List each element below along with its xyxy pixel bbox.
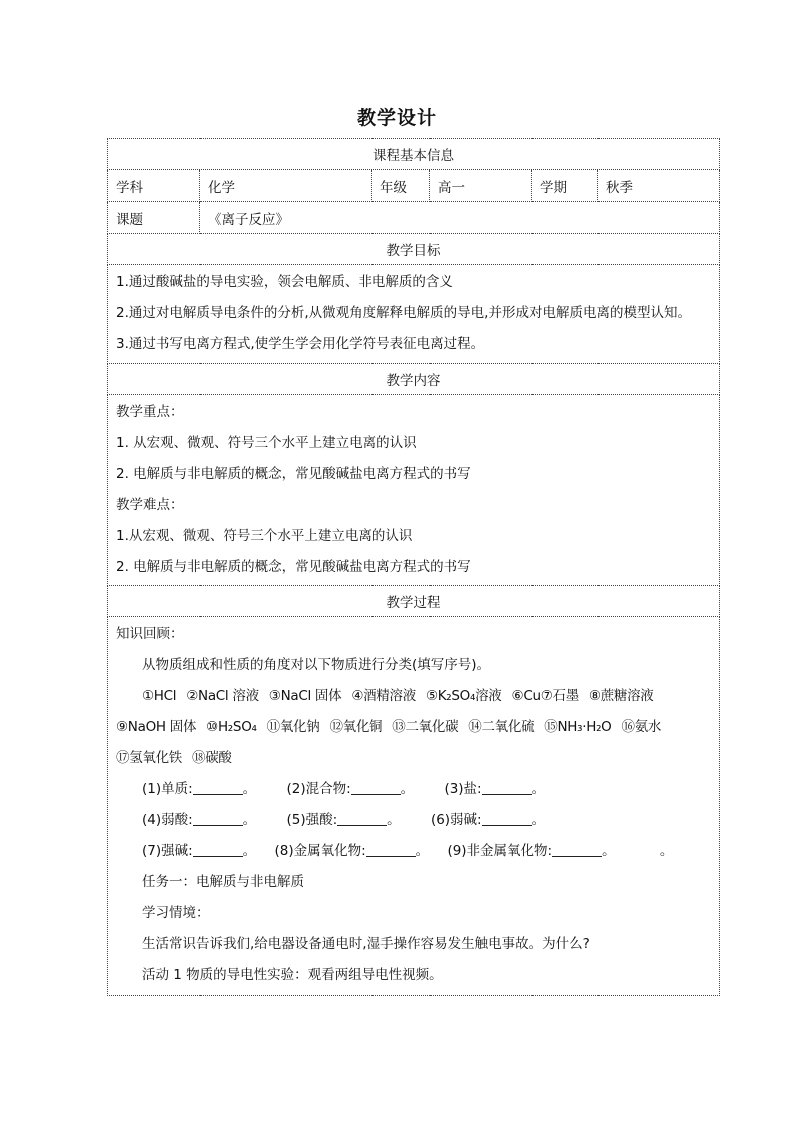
substance-list-line-2 [116, 712, 711, 743]
document-title: 教学设计 [356, 107, 437, 129]
blank-label: (3)盐: [444, 781, 482, 797]
situation-label: 学习情境： [142, 905, 210, 921]
content-body [108, 395, 720, 586]
difficult-points-label: 教学难点： [116, 497, 184, 513]
period: 。 [242, 843, 257, 859]
period: 。 [531, 781, 546, 797]
blank-label: (1)单质: [142, 781, 193, 797]
goal-item: 1.通过酸碱盐的导电实验，领会电解质、非电解质的含义 [116, 274, 453, 290]
task-1-heading: 任务一：电解质与非电解质 [142, 874, 304, 890]
answer-blank [482, 780, 532, 795]
key-point-item: 1. 从宏观、微观、符号三个水平上建立电离的认识 [116, 435, 417, 451]
process-header: 教学过程 [108, 586, 720, 617]
key-point-item: 2. 电解质与非电解质的概念，常见酸碱盐电离方程式的书写 [116, 466, 471, 482]
substance-item: ⑤K₂SO₄溶液 [425, 688, 502, 704]
blank-label: (4)弱酸: [142, 812, 193, 828]
term-label: 学期 [532, 170, 598, 202]
substance-item: ⑮NH₃·H₂O [544, 719, 612, 735]
fill-in-row-2 [116, 805, 711, 836]
term-value: 秋季 [598, 170, 720, 202]
substance-item: ⑯氨水 [621, 719, 662, 735]
answer-blank [193, 780, 243, 795]
subject-value: 化学 [200, 170, 372, 202]
answer-blank [552, 842, 602, 857]
period: 。 [387, 812, 401, 828]
blank-label: (9)非金属氧化物: [447, 843, 553, 859]
substance-item: ⑱碳酸 [192, 750, 232, 766]
goal-item: 2.通过对电解质导电条件的分析,从微观角度解释电解质的导电,并形成对电解质电离的模型认知。 [116, 305, 691, 321]
answer-blank [482, 811, 532, 826]
subject-label: 学科 [108, 170, 200, 202]
classification-instruction: 从物质组成和性质的角度对以下物质进行分类(填写序号)。 [142, 657, 491, 673]
substance-item: ⑪氧化钠 [266, 719, 320, 735]
difficult-point-item: 1.从宏观、微观、符号三个水平上建立电离的认识 [116, 528, 413, 544]
substance-item: ⑬二氧化碳 [392, 719, 459, 735]
substance-item: ④酒精溶液 [351, 688, 416, 704]
blank-label: (2)混合物: [286, 781, 351, 797]
period: 。 [242, 781, 257, 797]
period: 。 [400, 781, 415, 797]
answer-blank [366, 842, 416, 857]
blank-label: (6)弱碱: [430, 812, 482, 828]
period: 。 [415, 843, 430, 859]
blank-label: (8)金属氧化物: [274, 843, 366, 859]
content-header: 教学内容 [108, 364, 720, 395]
substance-item: ⑨NaOH 固体 [116, 719, 197, 735]
answer-blank [193, 842, 243, 857]
blank-label: (5)强酸: [286, 812, 338, 828]
fill-in-row-3 [116, 836, 711, 867]
substance-item: ⑥Cu⑦石墨 [511, 688, 579, 704]
substance-item: ③NaCl 固体 [268, 688, 342, 704]
review-label: 知识回顾： [116, 626, 184, 642]
substance-item: ⑩H₂SO₄ [206, 719, 257, 735]
process-body [108, 617, 720, 996]
goal-item: 3.通过书写电离方程式,使学生学会用化学符号表征电离过程。 [116, 336, 485, 352]
period: 。 [531, 812, 546, 828]
situation-text: 生活常识告诉我们,给电器设备通电时,湿手操作容易发生触电事故。为什么? [142, 936, 590, 952]
substance-item: ②NaCl 溶液 [186, 688, 259, 704]
activity-1-text: 活动 1 物质的导电性实验：观看两组导电性视频。 [142, 967, 443, 983]
substance-item: ⑧蔗糖溶液 [588, 688, 654, 704]
answer-blank [351, 780, 401, 795]
fill-in-row-1 [116, 774, 711, 805]
topic-value: 《离子反应》 [200, 202, 720, 234]
trailing-period: 。 [659, 843, 674, 859]
goals-header: 教学目标 [108, 234, 720, 265]
grade-label: 年级 [372, 170, 430, 202]
answer-blank [337, 811, 387, 826]
key-points-label: 教学重点： [116, 404, 184, 420]
goals-body [108, 265, 720, 364]
substance-item: ⑰氢氧化铁 [116, 750, 182, 766]
grade-value: 高一 [430, 170, 532, 202]
answer-blank [193, 811, 243, 826]
basic-info-header: 课程基本信息 [108, 139, 720, 170]
substance-list-line-3 [116, 743, 711, 774]
substance-item: ①HCl [142, 688, 177, 704]
period: 。 [602, 843, 616, 859]
period: 。 [242, 812, 257, 828]
lesson-plan-table [107, 138, 720, 996]
substance-item: ⑫氧化铜 [329, 719, 383, 735]
substance-item: ⑭二氧化硫 [468, 719, 535, 735]
topic-label: 课题 [108, 202, 200, 234]
blank-label: (7)强碱: [142, 843, 193, 859]
substance-list-line-1 [116, 681, 711, 712]
difficult-point-item: 2. 电解质与非电解质的概念，常见酸碱盐电离方程式的书写 [116, 559, 471, 575]
